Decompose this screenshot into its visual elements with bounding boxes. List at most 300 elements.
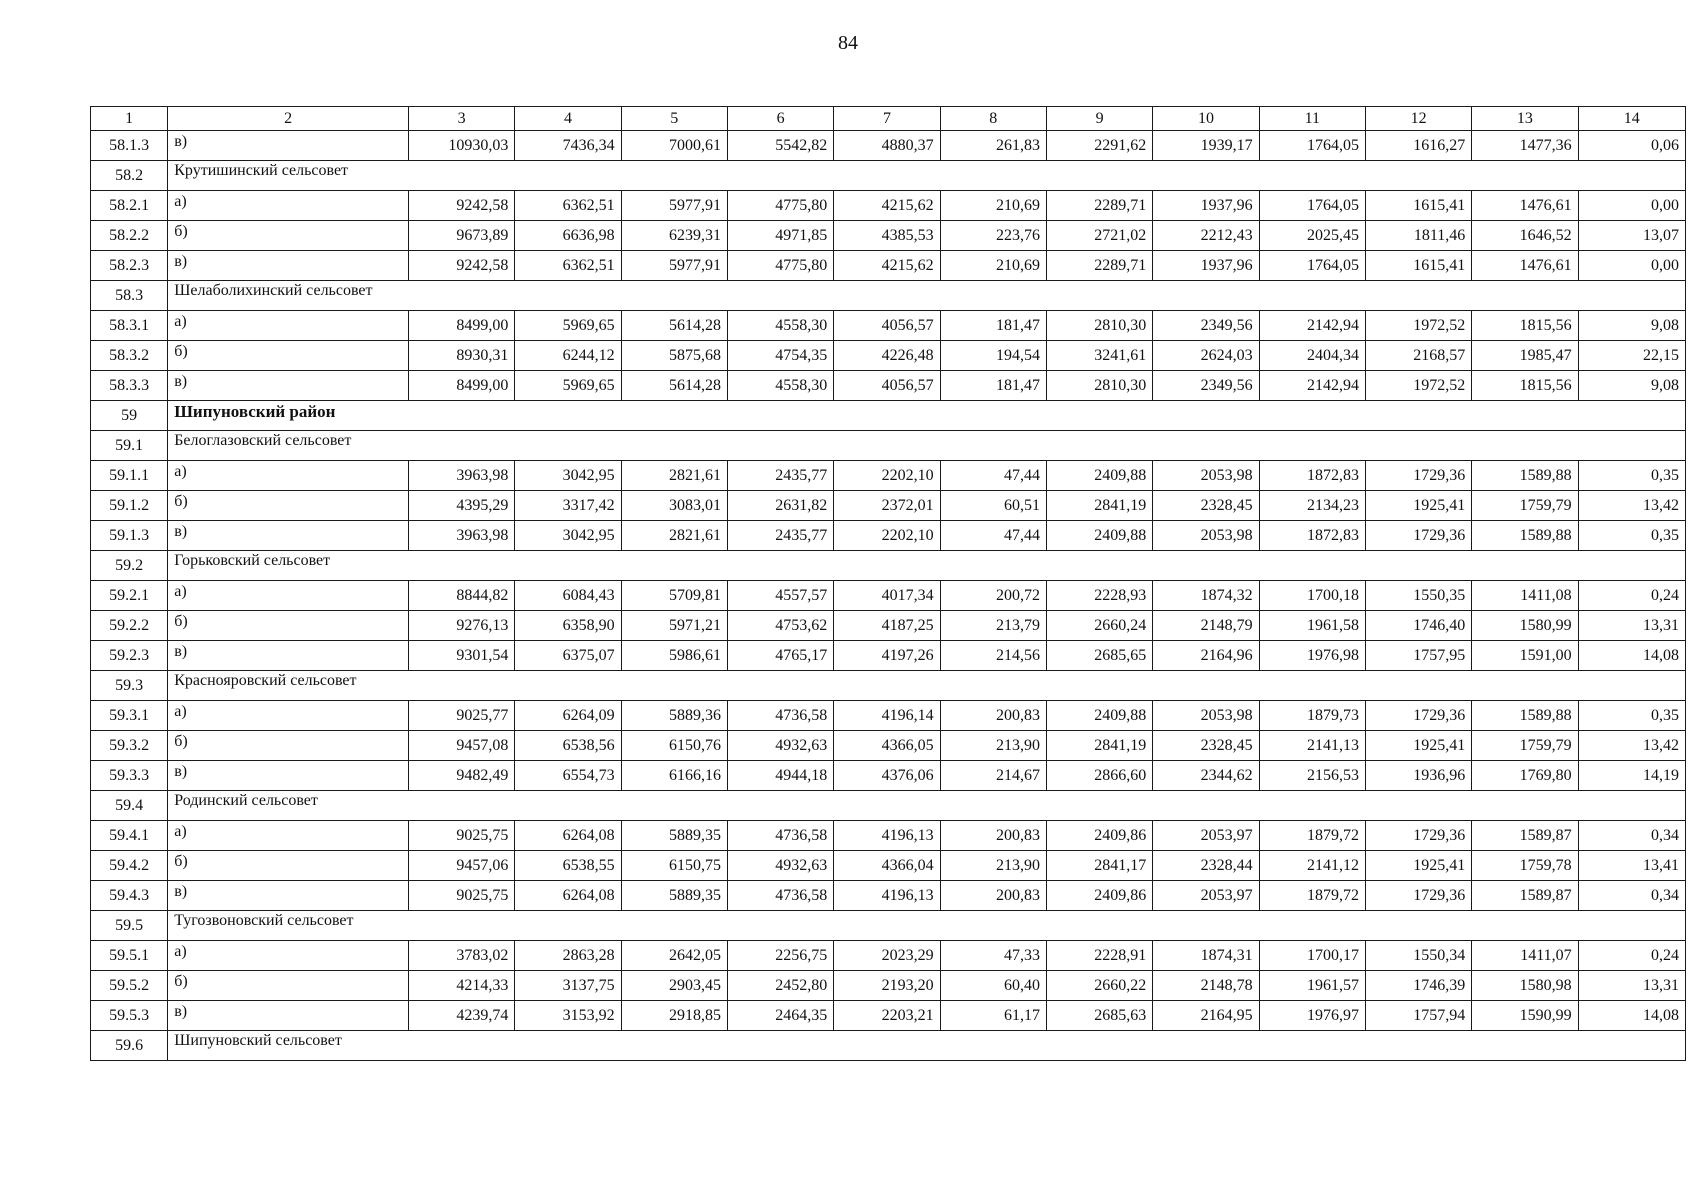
value-cell: 6239,31 [621, 221, 727, 251]
value-cell: 3137,75 [515, 971, 621, 1001]
value-cell: 60,40 [940, 971, 1046, 1001]
value-cell: 9242,58 [408, 191, 514, 221]
value-cell: 5986,61 [621, 641, 727, 671]
row-code: 58.2.1 [91, 191, 168, 221]
value-cell: 4196,13 [834, 821, 940, 851]
value-cell: 2228,93 [1046, 581, 1152, 611]
value-cell: 0,00 [1578, 251, 1685, 281]
row-code: 59.6 [91, 1031, 168, 1061]
value-cell: 1580,99 [1472, 611, 1578, 641]
value-cell: 1925,41 [1365, 731, 1471, 761]
variant-label: б) [168, 341, 409, 371]
row-code: 59.3.1 [91, 701, 168, 731]
row-code: 59.1 [91, 431, 168, 461]
value-cell: 9457,06 [408, 851, 514, 881]
value-cell: 2841,17 [1046, 851, 1152, 881]
value-cell: 4196,14 [834, 701, 940, 731]
settlement-row [91, 551, 1686, 581]
settlement-row [91, 1031, 1686, 1061]
value-cell: 4215,62 [834, 251, 940, 281]
value-cell: 5969,65 [515, 371, 621, 401]
value-cell: 1976,98 [1259, 641, 1365, 671]
table-row [91, 341, 1686, 371]
settlement-title: Шипуновский сельсовет [168, 1031, 1686, 1061]
table-row [91, 131, 1686, 161]
value-cell: 2660,22 [1046, 971, 1152, 1001]
value-cell: 2053,97 [1153, 821, 1259, 851]
value-cell: 1972,52 [1365, 311, 1471, 341]
value-cell: 200,83 [940, 701, 1046, 731]
value-cell: 4215,62 [834, 191, 940, 221]
row-code: 59.2 [91, 551, 168, 581]
value-cell: 6244,12 [515, 341, 621, 371]
value-cell: 5971,21 [621, 611, 727, 641]
value-cell: 4736,58 [727, 821, 833, 851]
value-cell: 0,34 [1578, 821, 1685, 851]
value-cell: 2212,43 [1153, 221, 1259, 251]
column-header: 3 [408, 107, 514, 131]
value-cell: 2810,30 [1046, 311, 1152, 341]
value-cell: 4775,80 [727, 191, 833, 221]
value-cell: 1591,00 [1472, 641, 1578, 671]
value-cell: 6150,75 [621, 851, 727, 881]
table-row [91, 521, 1686, 551]
variant-label: в) [168, 251, 409, 281]
value-cell: 22,15 [1578, 341, 1685, 371]
table-row [91, 1001, 1686, 1031]
value-cell: 2404,34 [1259, 341, 1365, 371]
table-row [91, 701, 1686, 731]
row-code: 59.3.2 [91, 731, 168, 761]
row-code: 58.3.3 [91, 371, 168, 401]
variant-label: б) [168, 971, 409, 1001]
value-cell: 6636,98 [515, 221, 621, 251]
value-cell: 1550,34 [1365, 941, 1471, 971]
table-body [91, 131, 1686, 1061]
value-cell: 6362,51 [515, 251, 621, 281]
value-cell: 2134,23 [1259, 491, 1365, 521]
value-cell: 1939,17 [1153, 131, 1259, 161]
column-header: 7 [834, 107, 940, 131]
variant-label: а) [168, 821, 409, 851]
settlement-row [91, 281, 1686, 311]
value-cell: 1615,41 [1365, 191, 1471, 221]
value-cell: 2863,28 [515, 941, 621, 971]
value-cell: 0,34 [1578, 881, 1685, 911]
value-cell: 9025,77 [408, 701, 514, 731]
value-cell: 47,44 [940, 521, 1046, 551]
table-row [91, 881, 1686, 911]
value-cell: 2810,30 [1046, 371, 1152, 401]
value-cell: 1550,35 [1365, 581, 1471, 611]
value-cell: 9,08 [1578, 371, 1685, 401]
value-cell: 13,31 [1578, 971, 1685, 1001]
value-cell: 8930,31 [408, 341, 514, 371]
value-cell: 47,33 [940, 941, 1046, 971]
value-cell: 2349,56 [1153, 311, 1259, 341]
value-cell: 9301,54 [408, 641, 514, 671]
value-cell: 14,08 [1578, 641, 1685, 671]
column-header: 6 [727, 107, 833, 131]
value-cell: 60,51 [940, 491, 1046, 521]
value-cell: 2409,88 [1046, 461, 1152, 491]
value-cell: 1961,57 [1259, 971, 1365, 1001]
variant-label: а) [168, 701, 409, 731]
value-cell: 2289,71 [1046, 191, 1152, 221]
value-cell: 2409,88 [1046, 701, 1152, 731]
value-cell: 1925,41 [1365, 851, 1471, 881]
value-cell: 1961,58 [1259, 611, 1365, 641]
row-code: 58.3 [91, 281, 168, 311]
value-cell: 1746,39 [1365, 971, 1471, 1001]
value-cell: 4775,80 [727, 251, 833, 281]
value-cell: 1729,36 [1365, 701, 1471, 731]
value-cell: 2141,12 [1259, 851, 1365, 881]
value-cell: 2328,45 [1153, 491, 1259, 521]
value-cell: 3153,92 [515, 1001, 621, 1031]
variant-label: а) [168, 191, 409, 221]
value-cell: 4226,48 [834, 341, 940, 371]
value-cell: 2685,65 [1046, 641, 1152, 671]
value-cell: 2203,21 [834, 1001, 940, 1031]
variant-label: в) [168, 881, 409, 911]
value-cell: 2372,01 [834, 491, 940, 521]
value-cell: 2344,62 [1153, 761, 1259, 791]
value-cell: 1811,46 [1365, 221, 1471, 251]
value-cell: 3083,01 [621, 491, 727, 521]
value-cell: 2193,20 [834, 971, 940, 1001]
value-cell: 0,35 [1578, 461, 1685, 491]
row-code: 58.2.3 [91, 251, 168, 281]
value-cell: 9242,58 [408, 251, 514, 281]
value-cell: 13,07 [1578, 221, 1685, 251]
row-code: 59.2.3 [91, 641, 168, 671]
value-cell: 4056,57 [834, 311, 940, 341]
settlement-title: Тугозвоновский сельсовет [168, 911, 1686, 941]
row-code: 59.3 [91, 671, 168, 701]
value-cell: 8499,00 [408, 371, 514, 401]
value-cell: 200,83 [940, 881, 1046, 911]
value-cell: 4736,58 [727, 881, 833, 911]
variant-label: в) [168, 761, 409, 791]
value-cell: 5889,35 [621, 881, 727, 911]
column-header: 12 [1365, 107, 1471, 131]
value-cell: 8499,00 [408, 311, 514, 341]
value-cell: 1815,56 [1472, 311, 1578, 341]
value-cell: 223,76 [940, 221, 1046, 251]
value-cell: 1764,05 [1259, 191, 1365, 221]
row-code: 58.3.2 [91, 341, 168, 371]
settlement-title: Родинский сельсовет [168, 791, 1686, 821]
variant-label: б) [168, 611, 409, 641]
value-cell: 1759,79 [1472, 731, 1578, 761]
variant-label: б) [168, 221, 409, 251]
value-cell: 213,90 [940, 851, 1046, 881]
value-cell: 1972,52 [1365, 371, 1471, 401]
value-cell: 1590,99 [1472, 1001, 1578, 1031]
value-cell: 4017,34 [834, 581, 940, 611]
table-row [91, 821, 1686, 851]
value-cell: 6538,56 [515, 731, 621, 761]
value-cell: 1476,61 [1472, 191, 1578, 221]
column-header: 11 [1259, 107, 1365, 131]
value-cell: 2023,29 [834, 941, 940, 971]
value-cell: 1815,56 [1472, 371, 1578, 401]
value-cell: 2821,61 [621, 521, 727, 551]
table-row [91, 311, 1686, 341]
header-row [91, 107, 1686, 131]
value-cell: 2452,80 [727, 971, 833, 1001]
value-cell: 4395,29 [408, 491, 514, 521]
variant-label: в) [168, 1001, 409, 1031]
value-cell: 3963,98 [408, 461, 514, 491]
value-cell: 4376,06 [834, 761, 940, 791]
value-cell: 1874,32 [1153, 581, 1259, 611]
variant-label: в) [168, 371, 409, 401]
row-code: 59.5.2 [91, 971, 168, 1001]
value-cell: 6362,51 [515, 191, 621, 221]
value-cell: 1476,61 [1472, 251, 1578, 281]
value-cell: 2841,19 [1046, 491, 1152, 521]
row-code: 59.5 [91, 911, 168, 941]
value-cell: 1872,83 [1259, 461, 1365, 491]
value-cell: 261,83 [940, 131, 1046, 161]
value-cell: 6264,08 [515, 881, 621, 911]
variant-label: в) [168, 641, 409, 671]
table-row [91, 251, 1686, 281]
value-cell: 4932,63 [727, 731, 833, 761]
value-cell: 0,00 [1578, 191, 1685, 221]
value-cell: 1757,95 [1365, 641, 1471, 671]
settlement-row [91, 671, 1686, 701]
value-cell: 1589,87 [1472, 881, 1578, 911]
column-header: 14 [1578, 107, 1685, 131]
value-cell: 2328,44 [1153, 851, 1259, 881]
value-cell: 14,08 [1578, 1001, 1685, 1031]
value-cell: 1925,41 [1365, 491, 1471, 521]
value-cell: 1589,87 [1472, 821, 1578, 851]
value-cell: 2256,75 [727, 941, 833, 971]
value-cell: 4214,33 [408, 971, 514, 1001]
value-cell: 2685,63 [1046, 1001, 1152, 1031]
settlement-title: Белоглазовский сельсовет [168, 431, 1686, 461]
value-cell: 2156,53 [1259, 761, 1365, 791]
value-cell: 1769,80 [1472, 761, 1578, 791]
value-cell: 4736,58 [727, 701, 833, 731]
value-cell: 2148,79 [1153, 611, 1259, 641]
value-cell: 1729,36 [1365, 521, 1471, 551]
table-row [91, 611, 1686, 641]
value-cell: 2328,45 [1153, 731, 1259, 761]
value-cell: 1589,88 [1472, 461, 1578, 491]
page-number: 84 [838, 32, 858, 54]
value-cell: 5889,36 [621, 701, 727, 731]
value-cell: 210,69 [940, 191, 1046, 221]
value-cell: 0,24 [1578, 941, 1685, 971]
row-code: 59.3.3 [91, 761, 168, 791]
value-cell: 2164,96 [1153, 641, 1259, 671]
value-cell: 2148,78 [1153, 971, 1259, 1001]
row-code: 59.1.2 [91, 491, 168, 521]
value-cell: 9025,75 [408, 821, 514, 851]
district-title: Шипуновский район [168, 401, 1686, 431]
value-cell: 9457,08 [408, 731, 514, 761]
column-header: 4 [515, 107, 621, 131]
row-code: 59.4 [91, 791, 168, 821]
value-cell: 200,72 [940, 581, 1046, 611]
value-cell: 4196,13 [834, 881, 940, 911]
value-cell: 1764,05 [1259, 131, 1365, 161]
value-cell: 4056,57 [834, 371, 940, 401]
value-cell: 1759,79 [1472, 491, 1578, 521]
value-cell: 6084,43 [515, 581, 621, 611]
value-cell: 1879,72 [1259, 881, 1365, 911]
value-cell: 1729,36 [1365, 881, 1471, 911]
value-cell: 3963,98 [408, 521, 514, 551]
value-cell: 4754,35 [727, 341, 833, 371]
value-cell: 0,35 [1578, 701, 1685, 731]
row-code: 59.1.3 [91, 521, 168, 551]
row-code: 59.5.3 [91, 1001, 168, 1031]
value-cell: 2142,94 [1259, 371, 1365, 401]
value-cell: 14,19 [1578, 761, 1685, 791]
value-cell: 5614,28 [621, 311, 727, 341]
table-row [91, 221, 1686, 251]
value-cell: 5614,28 [621, 371, 727, 401]
settlement-title: Крутишинский сельсовет [168, 161, 1686, 191]
value-cell: 1985,47 [1472, 341, 1578, 371]
value-cell: 3042,95 [515, 521, 621, 551]
value-cell: 1700,18 [1259, 581, 1365, 611]
district-row [91, 401, 1686, 431]
value-cell: 2642,05 [621, 941, 727, 971]
value-cell: 9482,49 [408, 761, 514, 791]
settlement-title: Горьковский сельсовет [168, 551, 1686, 581]
value-cell: 4753,62 [727, 611, 833, 641]
variant-label: в) [168, 521, 409, 551]
value-cell: 4239,74 [408, 1001, 514, 1031]
value-cell: 5889,35 [621, 821, 727, 851]
value-cell: 5542,82 [727, 131, 833, 161]
tariff-table [90, 106, 1686, 1061]
value-cell: 2349,56 [1153, 371, 1259, 401]
value-cell: 4366,05 [834, 731, 940, 761]
value-cell: 8844,82 [408, 581, 514, 611]
value-cell: 4880,37 [834, 131, 940, 161]
table-row [91, 491, 1686, 521]
row-code: 59.4.2 [91, 851, 168, 881]
value-cell: 2721,02 [1046, 221, 1152, 251]
value-cell: 1589,88 [1472, 521, 1578, 551]
value-cell: 5875,68 [621, 341, 727, 371]
settlement-row [91, 791, 1686, 821]
value-cell: 210,69 [940, 251, 1046, 281]
value-cell: 1757,94 [1365, 1001, 1471, 1031]
value-cell: 2435,77 [727, 521, 833, 551]
column-header: 1 [91, 107, 168, 131]
value-cell: 10930,03 [408, 131, 514, 161]
value-cell: 1615,41 [1365, 251, 1471, 281]
variant-label: а) [168, 461, 409, 491]
value-cell: 1700,17 [1259, 941, 1365, 971]
value-cell: 6538,55 [515, 851, 621, 881]
value-cell: 194,54 [940, 341, 1046, 371]
table-row [91, 641, 1686, 671]
row-code: 58.3.1 [91, 311, 168, 341]
value-cell: 200,83 [940, 821, 1046, 851]
value-cell: 2228,91 [1046, 941, 1152, 971]
table-row [91, 761, 1686, 791]
table-row [91, 191, 1686, 221]
value-cell: 2409,86 [1046, 881, 1152, 911]
column-header: 9 [1046, 107, 1152, 131]
value-cell: 1937,96 [1153, 251, 1259, 281]
value-cell: 1874,31 [1153, 941, 1259, 971]
variant-label: а) [168, 581, 409, 611]
value-cell: 2025,45 [1259, 221, 1365, 251]
value-cell: 3783,02 [408, 941, 514, 971]
value-cell: 0,35 [1578, 521, 1685, 551]
value-cell: 6166,16 [621, 761, 727, 791]
value-cell: 1872,83 [1259, 521, 1365, 551]
value-cell: 2660,24 [1046, 611, 1152, 641]
value-cell: 214,56 [940, 641, 1046, 671]
value-cell: 2202,10 [834, 521, 940, 551]
row-code: 59 [91, 401, 168, 431]
variant-label: а) [168, 311, 409, 341]
value-cell: 2903,45 [621, 971, 727, 1001]
value-cell: 5969,65 [515, 311, 621, 341]
value-cell: 2624,03 [1153, 341, 1259, 371]
value-cell: 4385,53 [834, 221, 940, 251]
row-code: 59.4.1 [91, 821, 168, 851]
table-row [91, 461, 1686, 491]
value-cell: 4366,04 [834, 851, 940, 881]
value-cell: 2409,88 [1046, 521, 1152, 551]
value-cell: 4197,26 [834, 641, 940, 671]
value-cell: 6264,08 [515, 821, 621, 851]
value-cell: 2168,57 [1365, 341, 1471, 371]
value-cell: 7436,34 [515, 131, 621, 161]
value-cell: 4932,63 [727, 851, 833, 881]
value-cell: 9276,13 [408, 611, 514, 641]
value-cell: 1729,36 [1365, 461, 1471, 491]
value-cell: 2631,82 [727, 491, 833, 521]
value-cell: 2053,98 [1153, 461, 1259, 491]
value-cell: 6554,73 [515, 761, 621, 791]
value-cell: 4558,30 [727, 311, 833, 341]
value-cell: 3241,61 [1046, 341, 1152, 371]
value-cell: 213,90 [940, 731, 1046, 761]
value-cell: 2289,71 [1046, 251, 1152, 281]
value-cell: 5709,81 [621, 581, 727, 611]
settlement-title: Шелаболихинский сельсовет [168, 281, 1686, 311]
value-cell: 13,41 [1578, 851, 1685, 881]
row-code: 59.5.1 [91, 941, 168, 971]
value-cell: 7000,61 [621, 131, 727, 161]
value-cell: 181,47 [940, 371, 1046, 401]
value-cell: 1589,88 [1472, 701, 1578, 731]
value-cell: 2464,35 [727, 1001, 833, 1031]
settlement-title: Краснояровский сельсовет [168, 671, 1686, 701]
value-cell: 1764,05 [1259, 251, 1365, 281]
value-cell: 1879,72 [1259, 821, 1365, 851]
value-cell: 4557,57 [727, 581, 833, 611]
value-cell: 1759,78 [1472, 851, 1578, 881]
value-cell: 1879,73 [1259, 701, 1365, 731]
value-cell: 47,44 [940, 461, 1046, 491]
row-code: 59.2.2 [91, 611, 168, 641]
